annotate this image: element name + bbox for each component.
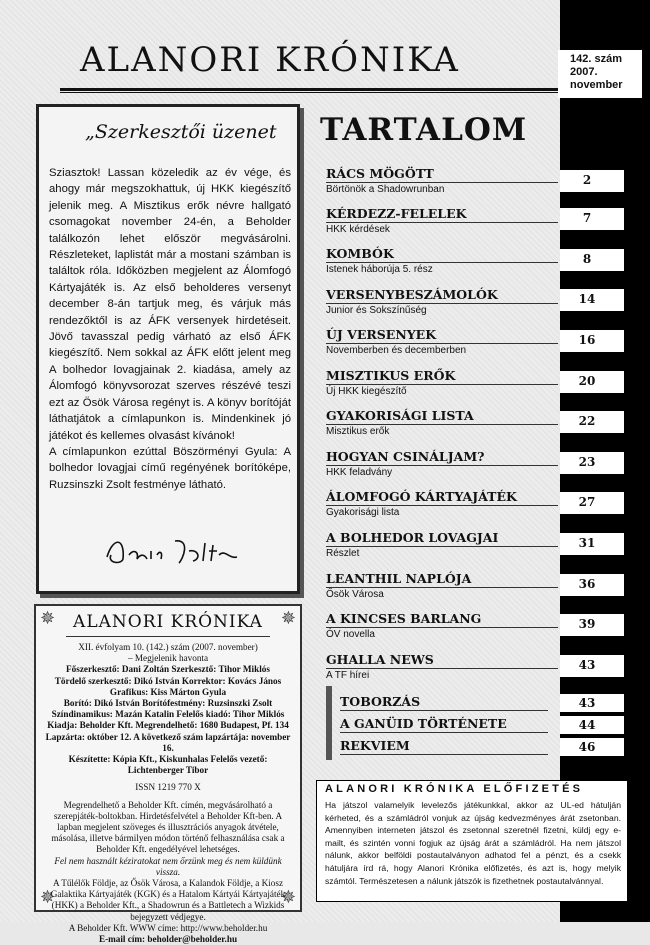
toc-item[interactable] <box>326 571 542 602</box>
toc-item[interactable] <box>326 368 542 399</box>
toc-subitem-title[interactable]: TOBORZÁS <box>340 694 421 709</box>
toc-item[interactable] <box>326 287 542 318</box>
star-icon: ✵ <box>280 608 296 628</box>
colophon-line: Grafikus: Kiss Márton Gyula <box>109 686 227 697</box>
masthead-rule-thin <box>60 92 558 93</box>
issue-year: 2007. <box>570 66 598 78</box>
toc-item-title: GYAKORISÁGI LISTA <box>326 408 474 423</box>
toc-item[interactable] <box>326 449 542 480</box>
toc-item-title: ÁLOMFOGÓ KÁRTYAJÁTÉK <box>326 489 517 504</box>
toc-item-subtitle: Misztikus erők <box>326 426 390 437</box>
star-icon: ✵ <box>280 887 296 907</box>
star-icon: ✵ <box>40 887 56 907</box>
editorial-title: „Szerkesztői üzenet <box>85 121 277 143</box>
colophon-web: A Beholder Kft. WWW címe: http://www.beholder.hu <box>68 922 268 933</box>
toc-item-subtitle: Junior és Sokszínűség <box>326 305 427 316</box>
toc-item[interactable] <box>326 206 542 237</box>
toc-item-title: HOGYAN CSINÁLJAM? <box>326 449 485 464</box>
editorial-text: Sziasztok! Lassan közeledik az év vége, és ahogy már megszokhattuk, új HKK kiegészítő jelenik meg. A Misztikus erők névre hallgató csomagokat november 24-én, a Beholder találkozón lehet először megvásárolni. Részleteket, laplistát már a mostani számban is találtok róla. Időközben megjelent az Álomfogó Kártyajáték is. Az első beholderes versenyt december 8-án tartjuk meg, és várjuk más rendezőktől is az ÁFK versenyek hirdetéseit. Jövő tavasszal pedig várható az első ÁFK kiegészítő. Nem sokkal az ÁFK előtt jelent meg A bolhedor lovagjainak 2. kiadása, amely az Álomfogó könyvsorozat szerves részévé teszi ezt az Ösök Városa regényt is. A könyv borítóját láthatjátok a címlapunkon is. Mindenkinek jó játékot és kellemes olvasást kívánok! <box>49 167 291 442</box>
toc-page-number: 16 <box>578 333 596 347</box>
toc-item[interactable] <box>326 327 542 358</box>
colophon-rule <box>66 636 270 637</box>
toc-item[interactable] <box>326 408 542 439</box>
toc-item-title: MISZTIKUS ERŐK <box>326 368 456 383</box>
subscription-box <box>316 780 628 902</box>
issue-number: 142. szám <box>570 53 622 65</box>
toc-item-subtitle: Börtönök a Shadowrunban <box>326 184 445 195</box>
toc-page-number: 22 <box>578 414 596 428</box>
toc-item-subtitle: Istenek háborúja 5. rész <box>326 264 433 275</box>
toc-page-number: 43 <box>578 658 596 672</box>
toc-item-subtitle: Gyakorisági lista <box>326 507 400 518</box>
colophon-line: Készítette: Kópia Kft., Kiskunhalas Felelős vezető: Lichtenberger Tibor <box>68 754 268 776</box>
toc-page-number: 46 <box>578 740 596 754</box>
toc-item-subtitle: A TF hírei <box>326 670 370 681</box>
toc-item-subtitle: Ősök Városa <box>326 589 384 600</box>
toc-item-subtitle: ÓV novella <box>326 629 375 640</box>
colophon-box <box>34 604 302 945</box>
toc-item-subtitle: HKK feladvány <box>326 467 393 478</box>
toc-item-title: A BOLHEDOR LOVAGJAI <box>326 530 499 545</box>
masthead-title: ALANORI KRÓNIKA <box>80 40 460 80</box>
colophon-line: Tördelő szerkesztő: Dikó István Korrektor: Kovács János <box>54 675 282 686</box>
toc-item-title: KOMBÓK <box>326 246 394 261</box>
colophon-issn: ISSN 1219 770 X <box>135 782 201 793</box>
colophon-line: Borító: Dikó István Borítófestmény: Ruzsinszki Zsolt <box>63 698 273 709</box>
toc-rule <box>340 732 548 733</box>
toc-page-number: 43 <box>578 696 596 710</box>
toc-item-subtitle: Novemberben és decemberben <box>326 345 467 356</box>
toc-item-title: RÁCS MÖGÖTT <box>326 166 434 181</box>
masthead-rule <box>60 88 558 91</box>
toc-item-title: ÚJ VERSENYEK <box>326 327 437 342</box>
toc-item[interactable] <box>326 166 542 197</box>
toc-page-number: 20 <box>578 374 596 388</box>
toc-item[interactable] <box>326 652 542 683</box>
toc-page-number: 23 <box>578 455 596 469</box>
toc-rule <box>340 754 548 755</box>
colophon-line: Lapzárta: október 12. A következő szám lapzártája: november 16. <box>45 731 291 753</box>
toc-item-subtitle: HKK kérdések <box>326 224 390 235</box>
editorial-cover-note: A címlapunkon ezúttal Böszörményi Gyula: A bolhedor lovagjai című regényének borítóképe, Ruzsinszki Zsolt festménye látható. <box>49 445 291 491</box>
colophon-title: ALANORI KRÓNIKA <box>73 612 263 632</box>
subscription-title: ALANORI KRÓNIKA ELŐFIZETÉS <box>325 783 584 795</box>
colophon-line: A Tűlélők Földje, az Ősök Városa, a Kalandok Földje, a Kiosz Galaktika Kártyajáték (KGK) és a Hatalom Kártyái Kártyajáték (HKK) a Beholder Kft., a Shadowrun és a Battletech a Wizkids bejegyzett védjegye. <box>50 878 286 922</box>
toc-page-number: 27 <box>578 495 596 509</box>
colophon-line: Megrendelhető a Beholder Kft. címén, megvásárolható a szerepjáték-boltokban. Hirdetésfelvétel a Beholder Kft-ben. A lapban megjelent szöveges és illusztrációs anyagok átvétele, másolása, illetve bármilyen módon történő felhasználása csak a Beholder Kft. engedélyével lehetséges. <box>51 799 285 855</box>
editorial-box <box>36 104 300 594</box>
subscription-body: Ha játszol valamelyik levelezős játékunkkal, akkor az UL-ed hátulján kérheted, és a számládról vonjuk az újság kedvezményes árát zsetonban. Amennyiben interneten játszol és zsetonnal szeretnél fizetni, küldj egy e-mailt, és szintén vonni fogjuk az újság árát a számládról. Ha nem játszol nálunk, akkor belföldi postautalványon adhatod fel a pénzt, és a csekk hátuljára írd rá, hogy Alanori Krónika előfizetés, és azt is, hogy melyik számtól. Természetesen a nálunk játszók is fizethetnek postautalvánnyal. <box>325 800 621 886</box>
toc-item[interactable] <box>326 489 542 520</box>
toc-page-number: 14 <box>578 292 596 306</box>
toc-item-title: A KINCSES BARLANG <box>326 611 482 626</box>
toc-page-number: 44 <box>578 718 596 732</box>
star-icon: ✵ <box>40 608 56 628</box>
toc-item-title: LEANTHIL NAPLÓJA <box>326 571 472 586</box>
colophon-line: XII. évfolyam 10. (142.) szám (2007. november) <box>78 642 258 652</box>
toc-item-title: VERSENYBESZÁMOLÓK <box>326 287 498 302</box>
toc-page-number: 2 <box>582 173 592 187</box>
toc-page-number: 39 <box>578 617 596 631</box>
colophon-body <box>44 642 292 945</box>
toc-item[interactable] <box>326 611 542 642</box>
toc-subsection-bar <box>326 686 332 760</box>
toc-item-subtitle: Új HKK kiegészítő <box>326 386 407 397</box>
toc-item[interactable] <box>326 530 542 561</box>
toc-rule <box>340 710 548 711</box>
toc-subitem-title[interactable]: A GANÜID TÖRTÉNETE <box>340 716 507 731</box>
colophon-line: Színdinamikus: Mazán Katalin Felelős kiadó: Tihor Miklós <box>51 709 285 720</box>
toc-page-number: 8 <box>582 252 592 266</box>
toc-item-subtitle: Részlet <box>326 548 360 559</box>
issue-month: november <box>570 79 623 91</box>
toc-page-number: 31 <box>578 536 596 550</box>
editorial-body <box>49 165 291 493</box>
colophon-line: Főszerkesztő: Dani Zoltán Szerkesztő: Tihor Miklós <box>66 664 270 675</box>
colophon-line: Fel nem használt kéziratokat nem őrzünk meg és nem küldünk vissza. <box>54 855 282 877</box>
issue-info <box>558 50 642 98</box>
toc-item-title: KÉRDEZZ-FELELEK <box>326 206 467 221</box>
colophon-email: E-mail cím: beholder@beholder.hu <box>98 934 238 945</box>
colophon-line: Kiadja: Beholder Kft. Megrendelhető: 1680 Budapest, Pf. 134 <box>47 720 289 731</box>
toc-item-title: GHALLA NEWS <box>326 652 434 667</box>
signature-image <box>99 529 249 569</box>
toc-item[interactable] <box>326 246 542 277</box>
toc-title: TARTALOM <box>320 112 528 148</box>
toc-subitem-title[interactable]: REKVIEM <box>340 738 410 753</box>
toc-page-number: 7 <box>582 211 592 225</box>
toc-page-number: 36 <box>578 577 596 591</box>
colophon-line: – Megjelenik havonta <box>127 653 209 664</box>
